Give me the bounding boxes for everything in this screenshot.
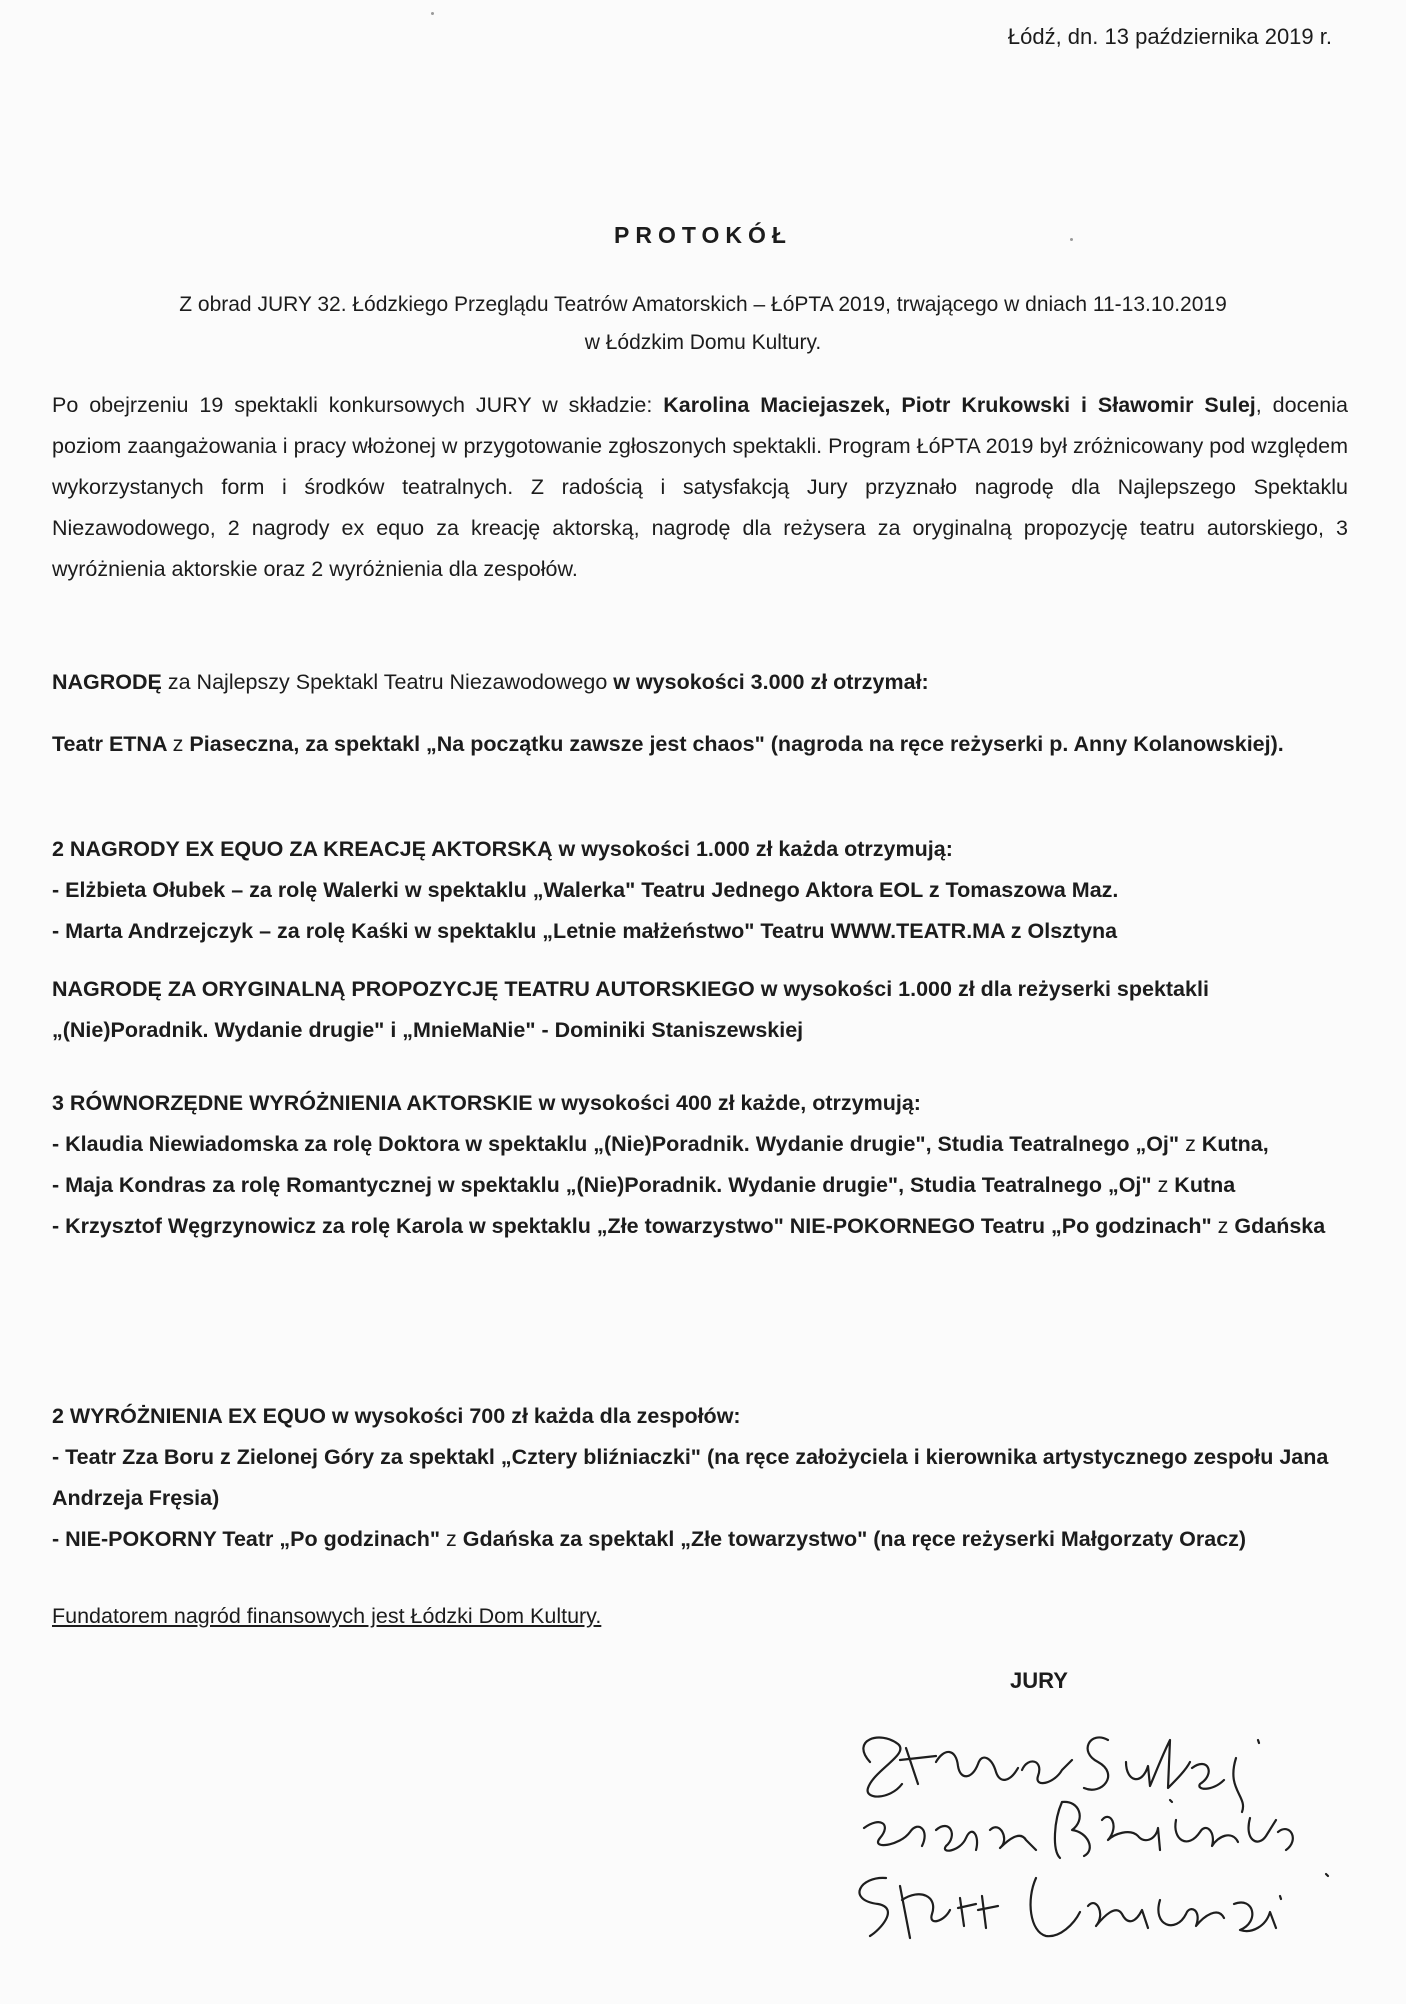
- winner-run: Piaseczna, za spektakl „Na początku zawsze jest chaos" (nagroda na ręce reżyserki p. Anny Kolanowskiej).: [183, 732, 1284, 756]
- scan-speck: [431, 12, 434, 15]
- distinctions-label: 3 RÓWNORZĘDNE WYRÓŻNIENIA AKTORSKIE: [52, 1091, 533, 1115]
- distinctions-section: [52, 1083, 1348, 1247]
- jury-signoff: JURY: [1010, 1668, 1068, 1693]
- document-title: PROTOKÓŁ: [614, 222, 792, 248]
- subtitle-line-1: Z obrad JURY 32. Łódzkiego Przeglądu Teatrów Amatorskich – ŁóPTA 2019, trwającego w dniach 11-13.10.2019: [179, 293, 1227, 316]
- scan-speck: [1070, 238, 1073, 241]
- main-prize-amount: w wysokości 3.000 zł otrzymał:: [613, 670, 929, 694]
- main-prize-heading: [52, 662, 1348, 703]
- jury-members: Karolina Maciejaszek, Piotr Krukowski i Sławomir Sulej: [663, 393, 1256, 417]
- distinction-run: z: [1185, 1132, 1196, 1156]
- acting-prize-item: - Elżbieta Ołubek – za rolę Walerki w spektaklu „Walerka" Teatru Jednego Aktora EOL z Tomaszowa Maz.: [52, 878, 1119, 902]
- intro-paragraph: [52, 385, 1348, 590]
- team-distinction-item: - Teatr Zza Boru z Zielonej Góry za spektakl „Cztery bliźniaczki" (na ręce założyciela i kierownika artystycznego zespołu Jana Andrzeja Fręsia): [52, 1445, 1329, 1510]
- distinctions-amount: w wysokości 400 zł każde, otrzymują:: [532, 1091, 921, 1115]
- acting-prizes-label: 2 NAGRODY EX EQUO ZA KREACJĘ AKTORSKĄ: [52, 837, 553, 861]
- team-distinctions-heading: 2 WYRÓŻNIENIA EX EQUO w wysokości 700 zł każda dla zespołów:: [52, 1404, 741, 1428]
- distinction-run: Kutna: [1168, 1173, 1236, 1197]
- team-distinction-run: z: [446, 1527, 457, 1551]
- distinctions-heading: [52, 1083, 1348, 1124]
- distinction-run: - Krzysztof Węgrzynowicz za rolę Karola w spektaklu „Złe towarzystwo" NIE-POKORNEGO Teatru „Po godzinach": [52, 1214, 1218, 1238]
- document-subtitle: [56, 286, 1350, 362]
- intro-run: Po obejrzeniu 19 spektakli konkursowych JURY w składzie:: [52, 393, 664, 417]
- acting-prizes-section: [52, 829, 1348, 952]
- main-prize-winner: [52, 724, 1348, 765]
- acting-prizes-amount: w wysokości 1.000 zł każda otrzymują:: [552, 837, 953, 861]
- distinction-run: - Maja Kondras za rolę Romantycznej w spektaklu „(Nie)Poradnik. Wydanie drugie", Studia Teatralnego „Oj": [52, 1173, 1158, 1197]
- distinction-run: z: [1157, 1173, 1169, 1197]
- author-prize-paragraph: NAGRODĘ ZA ORYGINALNĄ PROPOZYCJĘ TEATRU AUTORSKIEGO w wysokości 1.000 zł dla reżyserki spektakli „(Nie)Poradnik. Wydanie drugie" i „MnieMaNie" - Dominiki Staniszewskiej: [52, 977, 1209, 1042]
- acting-prize-item: - Marta Andrzejczyk – za rolę Kaśki w spektaklu „Letnie małżeństwo" Teatru WWW.TEATR.MA z Olsztyna: [52, 919, 1118, 943]
- main-prize-label: NAGRODĘ: [52, 670, 162, 694]
- distinction-run: Gdańska: [1228, 1214, 1326, 1238]
- intro-run: , docenia poziom zaangażowania i pracy włożonej w przygotowanie zgłoszonych spektakli. Program ŁóPTA 2019 był zróżnicowany pod względem wykorzystanych form i środków teatralnych. Z radością i satysfakcją Jury przyznało nagrodę dla Najlepszego Spektaklu Niezawodowego, 2 nagrody ex equo za kreację aktorską, nagrodę dla reżysera za oryginalną propozycję teatru autorskiego, 3 wyróżnienia aktorskie oraz 2 wyróżnienia dla zespołów.: [52, 393, 1348, 581]
- distinction-item: [52, 1206, 1348, 1247]
- distinction-run: Kutna,: [1195, 1132, 1269, 1156]
- team-distinction-run: - NIE-POKORNY Teatr „Po godzinach": [52, 1527, 447, 1551]
- date-line: Łódź, dn. 13 października 2019 r.: [1007, 24, 1332, 49]
- team-distinction-item: [52, 1519, 1348, 1560]
- distinction-run: z: [1217, 1214, 1229, 1238]
- winner-run: Teatr ETNA: [52, 732, 173, 756]
- main-prize-category: za Najlepszy Spektakl Teatru Niezawodowego: [161, 670, 614, 694]
- jury-signatures-image: [840, 1700, 1360, 1970]
- acting-prizes-heading: [52, 829, 1348, 870]
- team-distinction-run: Gdańska za spektakl „Złe towarzystwo" (na ręce reżyserki Małgorzaty Oracz): [456, 1527, 1247, 1551]
- winner-run: z: [172, 732, 184, 756]
- distinction-item: [52, 1124, 1348, 1165]
- distinction-run: - Klaudia Niewiadomska za rolę Doktora w spektaklu „(Nie)Poradnik. Wydanie drugie", Studia Teatralnego „Oj": [52, 1132, 1186, 1156]
- funder-line: Fundatorem nagród finansowych jest Łódzki Dom Kultury.: [52, 1604, 602, 1628]
- subtitle-line-2: w Łódzkim Domu Kultury.: [584, 331, 822, 354]
- distinction-item: [52, 1165, 1348, 1206]
- team-distinctions-section: [52, 1396, 1348, 1560]
